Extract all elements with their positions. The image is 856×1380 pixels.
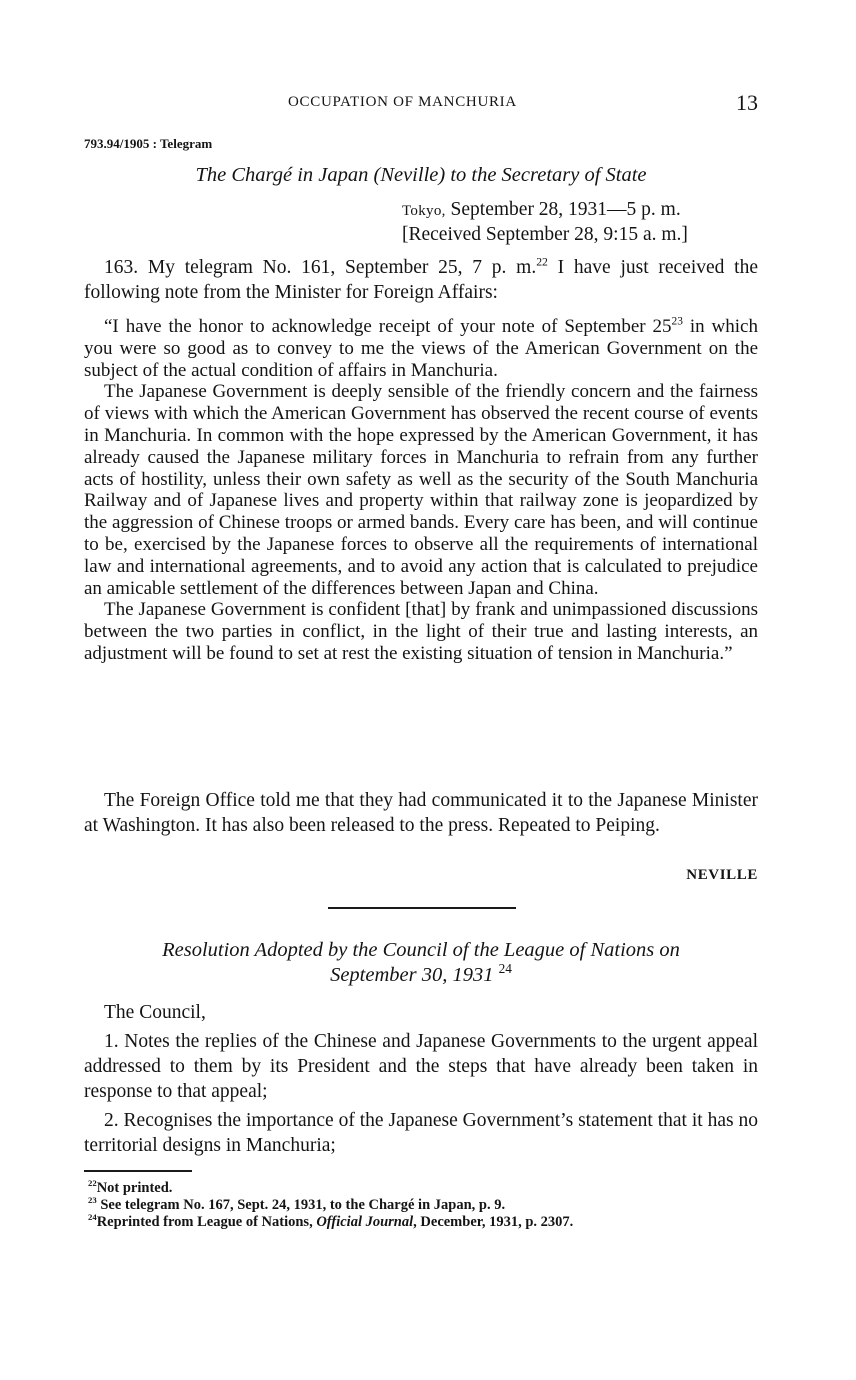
quote-paragraph: The Japanese Government is confident [that] by frank and unimpassioned discussions between the two parties in conflict, in the light of their true and lasting interests, an adjustment will be found to set at rest the existing situation of tension in Manchuria.”: [84, 599, 758, 664]
quoted-note: [84, 316, 758, 665]
quote-paragraph: The Japanese Government is deeply sensible of the friendly concern and the fairness of views with which the American Government has observed the recent course of events in Manchuria. In common with the hope expressed by the American Government, it has already caused the Japanese military forces in Manchuria to refrain from any further acts of hostility, unless their own safety as well as the security of the South Manchuria Railway and of Japanese lives and property within that railway zone is jeopardized by the aggression of Chinese troops or armed bands. Every care has been, and will continue to be, exercised by the Japanese forces to observe all the requirements of international law and international agreements, and to avoid any action that is calculated to prejudice an amicable settlement of the differences between Japan and China.: [84, 381, 758, 599]
opening-text: 163. My telegram No. 161, September 25, 7 p. m.: [104, 257, 537, 278]
footnote-ref: 23: [671, 315, 683, 328]
quote-text: in which you were so good as to convey to me the views of the American Government on the subject of the actual condition of affairs in Manchuria.: [84, 316, 758, 381]
signature: NEVILLE: [686, 867, 758, 883]
quote-paragraph: [84, 316, 758, 381]
opening-rest: I have just received the following note from the Minister for Foreign Affairs:: [84, 257, 758, 303]
letter-heading: The Chargé in Japan (Neville) to the Secretary of State: [195, 164, 647, 186]
resolution-item: 1. Notes the replies of the Chinese and Japanese Governments to the urgent appeal addressed to them by its President and the steps that have already been taken in response to that appeal;: [84, 1031, 758, 1102]
footnote-ref: 24: [498, 961, 512, 977]
resolution-date: September 30, 1931: [330, 964, 494, 986]
sent-date: [402, 198, 688, 223]
dateline: [402, 198, 688, 247]
footnote: [88, 1197, 762, 1214]
resolution-heading-line: Resolution Adopted by the Council of the League of Nations on: [162, 939, 680, 961]
footnote-journal-title: Official Journal: [316, 1214, 414, 1230]
footnote-mark: 24: [88, 1212, 97, 1223]
section-divider: [328, 907, 516, 909]
resolution-heading: [84, 938, 758, 988]
closing-paragraph: The Foreign Office told me that they had communicated it to the Japanese Minister at Washington. It has also been released to the press. Repeated to Peiping.: [84, 790, 758, 836]
footnote-text: , December, 1931, p. 2307.: [413, 1214, 574, 1230]
sent-date-text: September 28, 1931—5 p. m.: [445, 199, 681, 220]
opening-paragraph: [84, 255, 758, 305]
footnotes: [88, 1180, 762, 1231]
footnote-text: Not printed.: [96, 1180, 173, 1196]
place-name: Tokyo,: [402, 203, 446, 219]
quote-text: “I have the honor to acknowledge receipt of your note of September 25: [104, 316, 672, 337]
resolution-heading-line: [84, 963, 758, 988]
running-title: OCCUPATION OF MANCHURIA: [288, 94, 517, 110]
page-number: 13: [736, 90, 758, 115]
resolution-item: 2. Recognises the importance of the Japanese Government’s statement that it has no territorial designs in Manchuria;: [84, 1110, 758, 1156]
footnote-text: Reprinted from League of Nations,: [96, 1214, 317, 1230]
page-header: [84, 90, 758, 116]
document-file-number: 793.94/1905 : Telegram: [84, 136, 213, 151]
footnote-text: See telegram No. 167, Sept. 24, 1931, to the Chargé in Japan, p. 9.: [100, 1197, 506, 1213]
footnote-mark: 22: [88, 1178, 97, 1189]
footnote: [88, 1214, 762, 1231]
footnote: [88, 1180, 762, 1197]
received-date: [Received September 28, 9:15 a. m.]: [402, 224, 688, 245]
footnote-mark: 23: [88, 1195, 97, 1206]
footnote-rule: [84, 1170, 192, 1172]
resolution-body: [84, 1000, 758, 1162]
resolution-intro: The Council,: [104, 1002, 206, 1023]
footnote-ref: 22: [536, 255, 548, 269]
